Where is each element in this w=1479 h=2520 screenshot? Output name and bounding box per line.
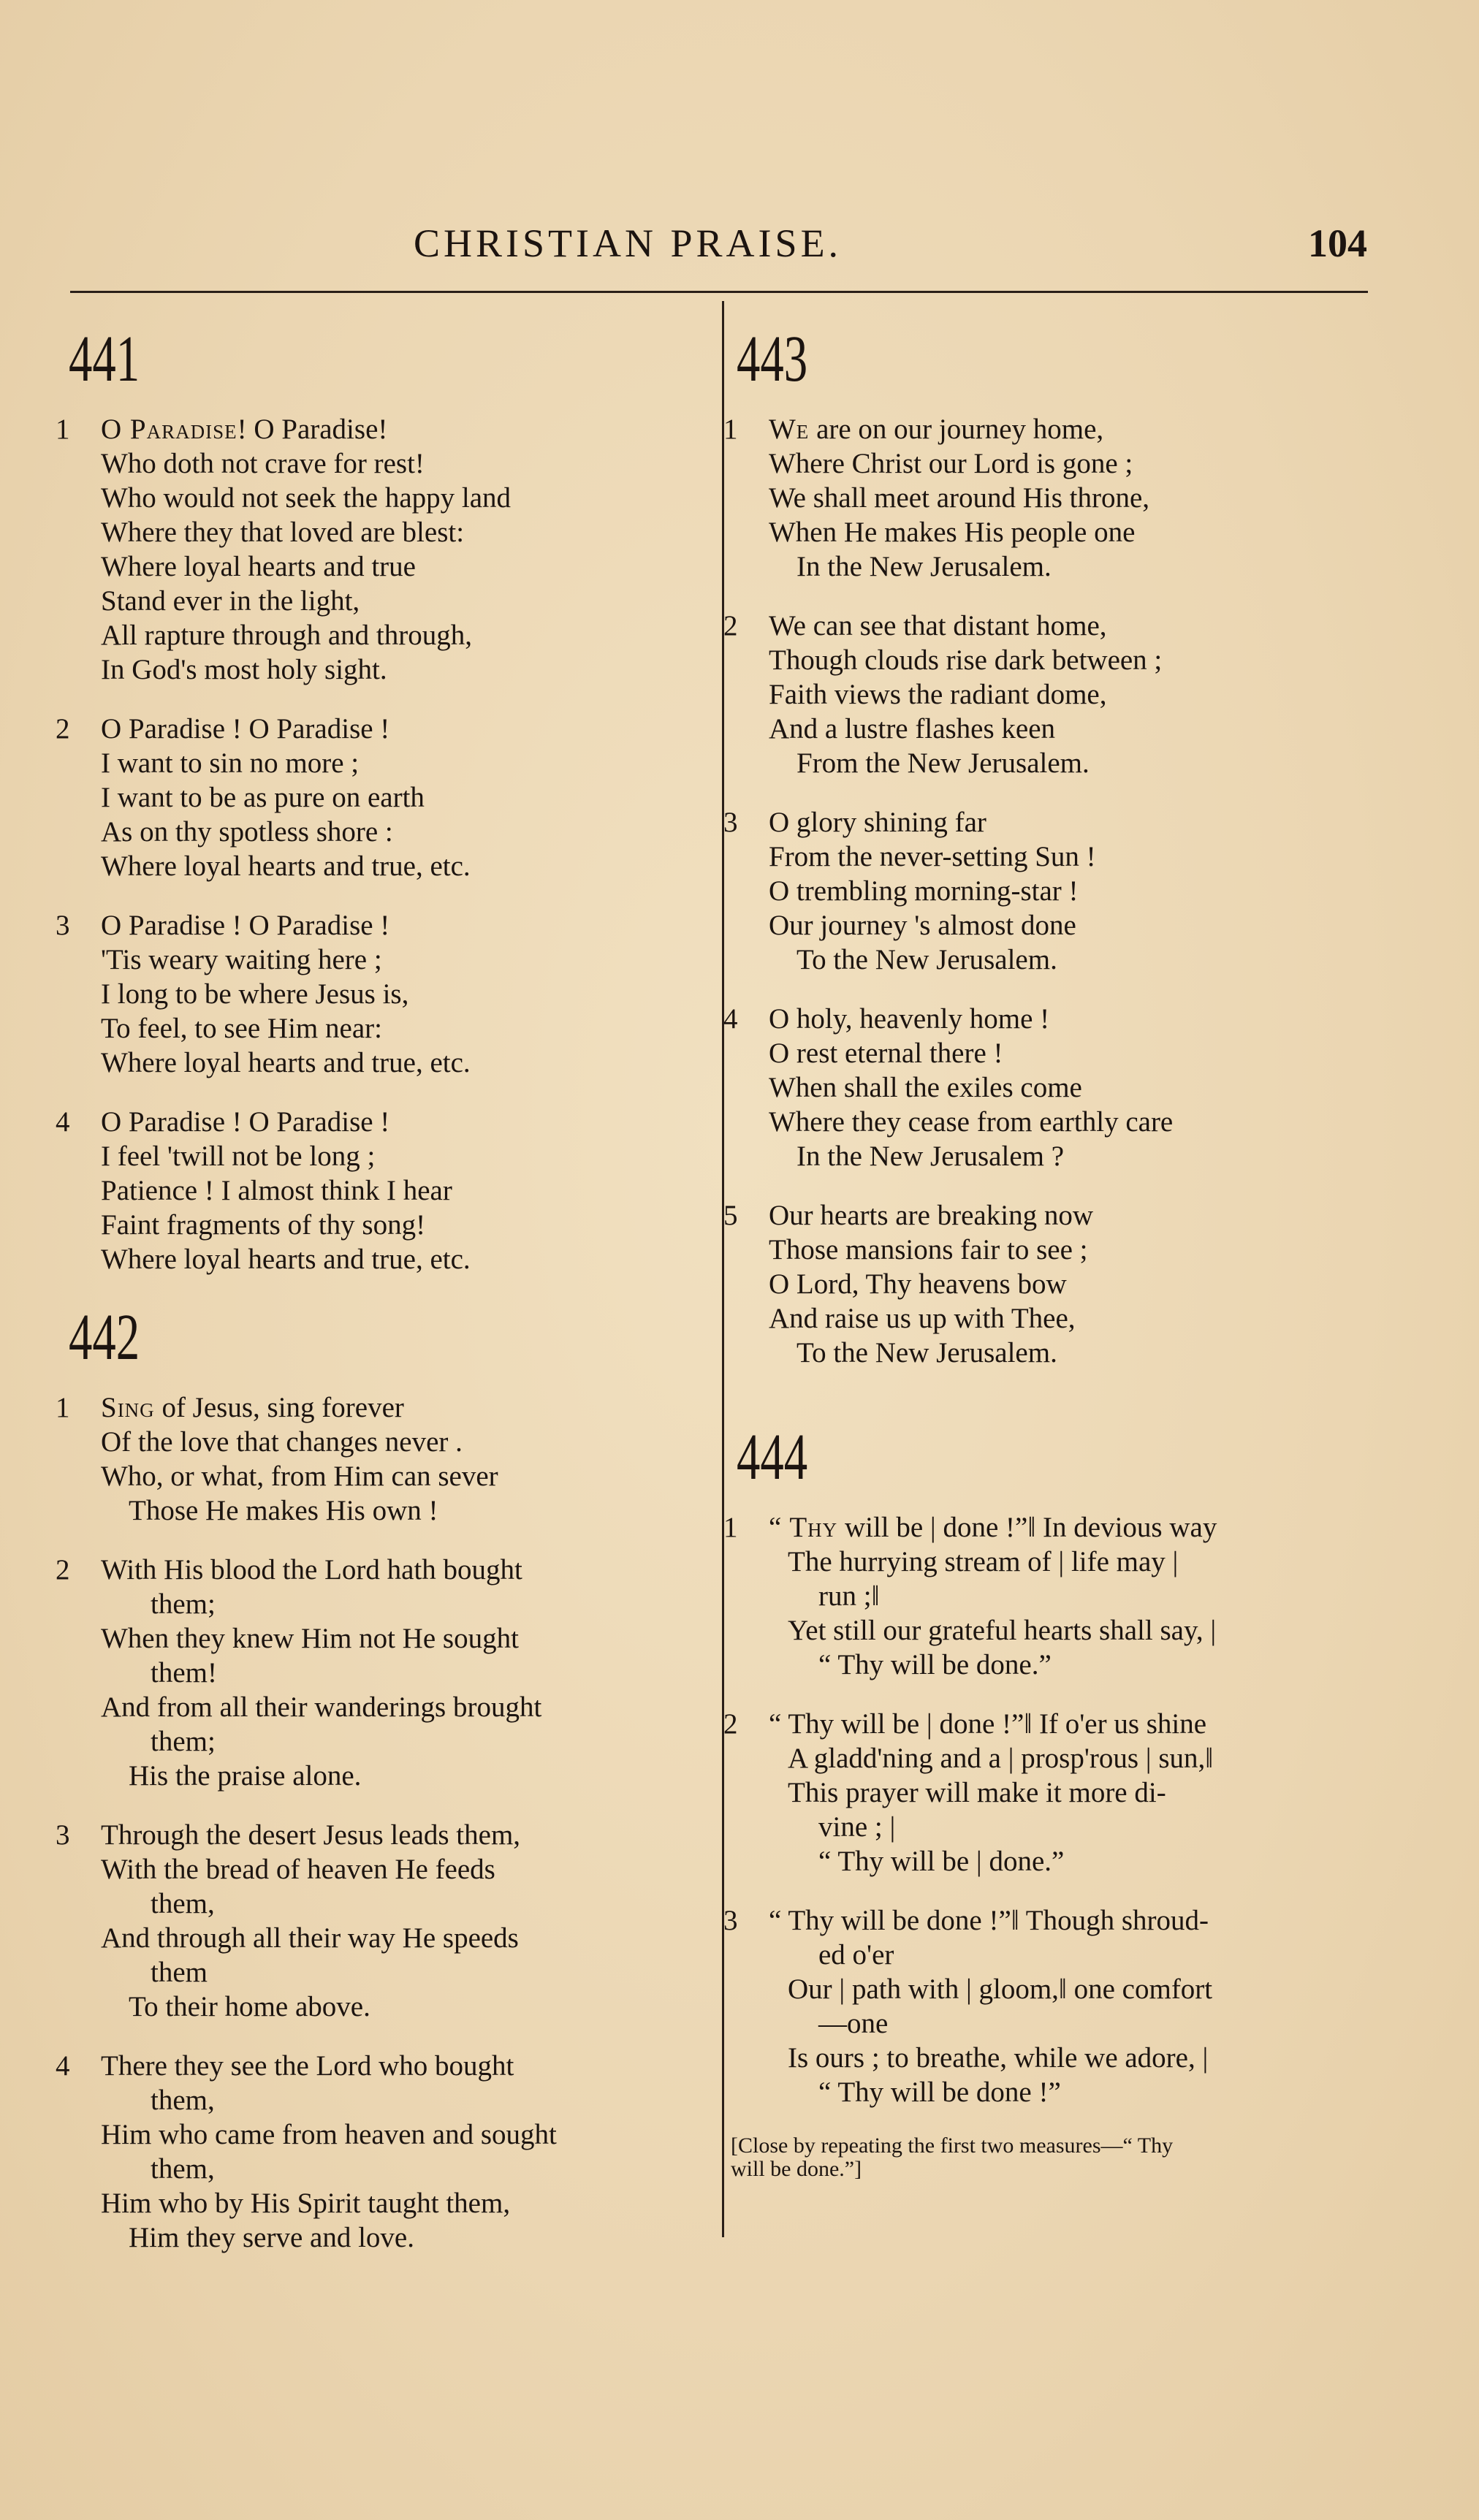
stanza-line: In the New Jerusalem ? <box>796 1141 1065 1172</box>
stanza-line: Our hearts are breaking now <box>769 1200 1093 1231</box>
stanza-line: And a lustre flashes keen <box>769 713 1056 745</box>
stanza-443-4 <box>723 1002 1366 1173</box>
stanza-line: “ Thy will be done !”‖ Though shroud- <box>769 1905 1209 1936</box>
stanza-443-1 <box>723 412 1366 584</box>
stanza-line: Who would not seek the happy land <box>101 482 512 514</box>
stanza-line: From the never-setting Sun ! <box>769 841 1096 872</box>
stanza-441-4 <box>56 1105 704 1276</box>
stanza-line: run ;‖ <box>818 1580 880 1612</box>
closing-note <box>723 2134 1366 2181</box>
stanza-line: them, <box>151 2153 215 2185</box>
stanza-line: O rest eternal there ! <box>769 1038 1003 1069</box>
stanza-444-3 <box>723 1903 1366 2109</box>
stanza-line: Where loyal hearts and true, etc. <box>101 850 471 882</box>
stanza-number: 1 <box>56 1392 70 1423</box>
stanza-number: 3 <box>56 1819 70 1851</box>
stanza-line: With the bread of heaven He feeds <box>101 1854 495 1885</box>
stanza-441-3 <box>56 908 704 1080</box>
stanza-number: 1 <box>56 414 70 445</box>
stanza-line: To their home above. <box>129 1991 370 2022</box>
stanza-line: Of the love that changes never . <box>101 1426 463 1458</box>
hymn-number-444: 444 <box>737 1421 808 1493</box>
stanza-442-4 <box>56 2049 704 2255</box>
stanza-line: Yet still our grateful hearts shall say, | <box>788 1615 1217 1646</box>
stanza-line: O Paradise ! O Paradise ! <box>101 910 390 941</box>
left-column <box>56 313 704 2280</box>
note-line: [Close by repeating the first two measures—“ Thy <box>731 2133 1174 2158</box>
stanza-line: are on our journey home, <box>809 414 1104 445</box>
stanza-line: them; <box>151 1726 216 1757</box>
stanza-line: We shall meet around His throne, <box>769 482 1150 514</box>
stanza-line: To the New Jerusalem. <box>796 944 1057 975</box>
stanza-line: Who, or what, from Him can sever <box>101 1461 498 1492</box>
stanza-number: 1 <box>723 414 738 445</box>
stanza-line: Where they that loved are blest: <box>101 517 465 548</box>
stanza-number: 4 <box>56 1106 70 1138</box>
stanza-line: ! O Paradise! <box>237 414 388 445</box>
stanza-line: Where they cease from earthly care <box>769 1106 1174 1138</box>
stanza-line: them, <box>151 2085 215 2116</box>
stanza-first-word: O Paradise <box>101 414 237 445</box>
stanza-line: In God's most holy sight. <box>101 654 387 685</box>
stanza-line: them; <box>151 1588 216 1620</box>
stanza-number: 4 <box>723 1003 738 1035</box>
stanza-line: ed o'er <box>818 1939 894 1971</box>
stanza-line: Him they serve and love. <box>129 2222 414 2253</box>
stanza-441-2 <box>56 712 704 883</box>
stanza-line: Our | path with | gloom,‖ one comfort <box>788 1973 1213 2005</box>
stanza-line: And through all their way He speeds <box>101 1922 519 1954</box>
stanza-line: them <box>151 1957 208 1988</box>
stanza-line: Him who by His Spirit taught them, <box>101 2188 511 2219</box>
stanza-line: When they knew Him not He sought <box>101 1623 519 1654</box>
stanza-line: To the New Jerusalem. <box>796 1337 1057 1369</box>
stanza-line: Where loyal hearts and true, etc. <box>101 1244 471 1275</box>
stanza-line: I long to be where Jesus is, <box>101 978 409 1010</box>
stanza-442-1 <box>56 1390 704 1528</box>
stanza-number: 3 <box>723 807 738 838</box>
stanza-444-2 <box>723 1707 1366 1878</box>
stanza-line: And raise us up with Thee, <box>769 1303 1076 1334</box>
stanza-443-2 <box>723 609 1366 780</box>
stanza-first-word: Sing <box>101 1392 155 1423</box>
stanza-line: The hurrying stream of | life may | <box>788 1546 1179 1577</box>
note-line: will be done.”] <box>731 2157 862 2181</box>
stanza-442-3 <box>56 1818 704 2024</box>
stanza-line: In the New Jerusalem. <box>796 551 1052 582</box>
stanza-line: “ Thy will be | done !”‖ If o'er us shine <box>769 1708 1207 1740</box>
stanza-number: 2 <box>56 713 70 745</box>
stanza-line: Faith views the radiant dome, <box>769 679 1107 710</box>
stanza-line: O holy, heavenly home ! <box>769 1003 1050 1035</box>
stanza-line: Who doth not crave for rest! <box>101 448 425 479</box>
stanza-line: —one <box>818 2008 889 2039</box>
stanza-line: O glory shining far <box>769 807 986 838</box>
stanza-line: Where loyal hearts and true <box>101 551 416 582</box>
stanza-line: 'Tis weary waiting here ; <box>101 944 382 975</box>
stanza-line: With His blood the Lord hath bought <box>101 1554 522 1586</box>
stanza-line: As on thy spotless shore : <box>101 816 393 848</box>
stanza-number: 1 <box>723 1512 738 1543</box>
stanza-line: O Paradise ! O Paradise ! <box>101 1106 390 1138</box>
stanza-line: Is ours ; to breathe, while we adore, | <box>788 2042 1209 2074</box>
stanza-line: Those He makes His own ! <box>129 1495 438 1526</box>
hymn-number-442: 442 <box>69 1301 140 1374</box>
stanza-line: Though clouds rise dark between ; <box>769 644 1163 676</box>
stanza-first-word: “ Thy <box>769 1512 838 1543</box>
hymn-number-443: 443 <box>737 323 808 395</box>
stanza-line: I want to sin no more ; <box>101 747 360 779</box>
stanza-444-1 <box>723 1510 1366 1682</box>
stanza-441-1 <box>56 412 704 687</box>
stanza-line: Through the desert Jesus leads them, <box>101 1819 521 1851</box>
stanza-line: There they see the Lord who bought <box>101 2050 514 2082</box>
stanza-443-3 <box>723 805 1366 977</box>
stanza-line: “ Thy will be done !” <box>818 2076 1061 2108</box>
stanza-442-2 <box>56 1553 704 1793</box>
stanza-line: A gladd'ning and a | prosp'rous | sun,‖ <box>788 1743 1214 1774</box>
stanza-line: them! <box>151 1657 217 1689</box>
stanza-line: To feel, to see Him near: <box>101 1013 382 1044</box>
stanza-line: His the praise alone. <box>129 1760 362 1792</box>
stanza-line: O trembling morning-star ! <box>769 875 1079 907</box>
stanza-line: I feel 'twill not be long ; <box>101 1141 376 1172</box>
stanza-line: When shall the exiles come <box>769 1072 1082 1103</box>
stanza-line: We can see that distant home, <box>769 610 1107 642</box>
stanza-line: vine ; | <box>818 1811 896 1843</box>
stanza-line: All rapture through and through, <box>101 620 472 651</box>
stanza-line: Him who came from heaven and sought <box>101 2119 557 2150</box>
stanza-number: 2 <box>723 610 738 642</box>
stanza-line: Our journey 's almost done <box>769 910 1076 941</box>
stanza-line: them, <box>151 1888 215 1919</box>
stanza-line: “ Thy will be | done.” <box>818 1846 1065 1877</box>
stanza-line: Faint fragments of thy song! <box>101 1209 426 1241</box>
hymn-number-441: 441 <box>69 323 140 395</box>
stanza-line: I want to be as pure on earth <box>101 782 425 813</box>
right-column <box>723 313 1366 2181</box>
stanza-number: 4 <box>56 2050 70 2082</box>
stanza-number: 3 <box>56 910 70 941</box>
stanza-line: And from all their wanderings brought <box>101 1691 542 1723</box>
stanza-line: “ Thy will be done.” <box>818 1649 1052 1680</box>
stanza-443-5 <box>723 1198 1366 1370</box>
stanza-line: Where loyal hearts and true, etc. <box>101 1047 471 1078</box>
stanza-line: Where Christ our Lord is gone ; <box>769 448 1133 479</box>
stanza-line: Stand ever in the light, <box>101 585 360 617</box>
stanza-line: Those mansions fair to see ; <box>769 1234 1088 1265</box>
header-rule <box>70 291 1368 293</box>
stanza-first-word: We <box>769 414 810 445</box>
page-header-title: CHRISTIAN PRAISE. <box>414 221 843 265</box>
stanza-line: When He makes His people one <box>769 517 1136 548</box>
stanza-line: O Paradise ! O Paradise ! <box>101 713 390 745</box>
stanza-number: 3 <box>723 1905 738 1936</box>
stanza-line: of Jesus, sing forever <box>154 1392 404 1423</box>
stanza-number: 2 <box>56 1554 70 1586</box>
stanza-line: will be | done !”‖ In devious way <box>837 1512 1217 1543</box>
stanza-line: From the New Jerusalem. <box>796 747 1090 779</box>
stanza-number: 2 <box>723 1708 738 1740</box>
stanza-line: This prayer will make it more di- <box>788 1777 1166 1808</box>
stanza-number: 5 <box>723 1200 738 1231</box>
page-number: 104 <box>1308 221 1367 265</box>
stanza-line: Patience ! I almost think I hear <box>101 1175 452 1206</box>
stanza-line: O Lord, Thy heavens bow <box>769 1268 1067 1300</box>
